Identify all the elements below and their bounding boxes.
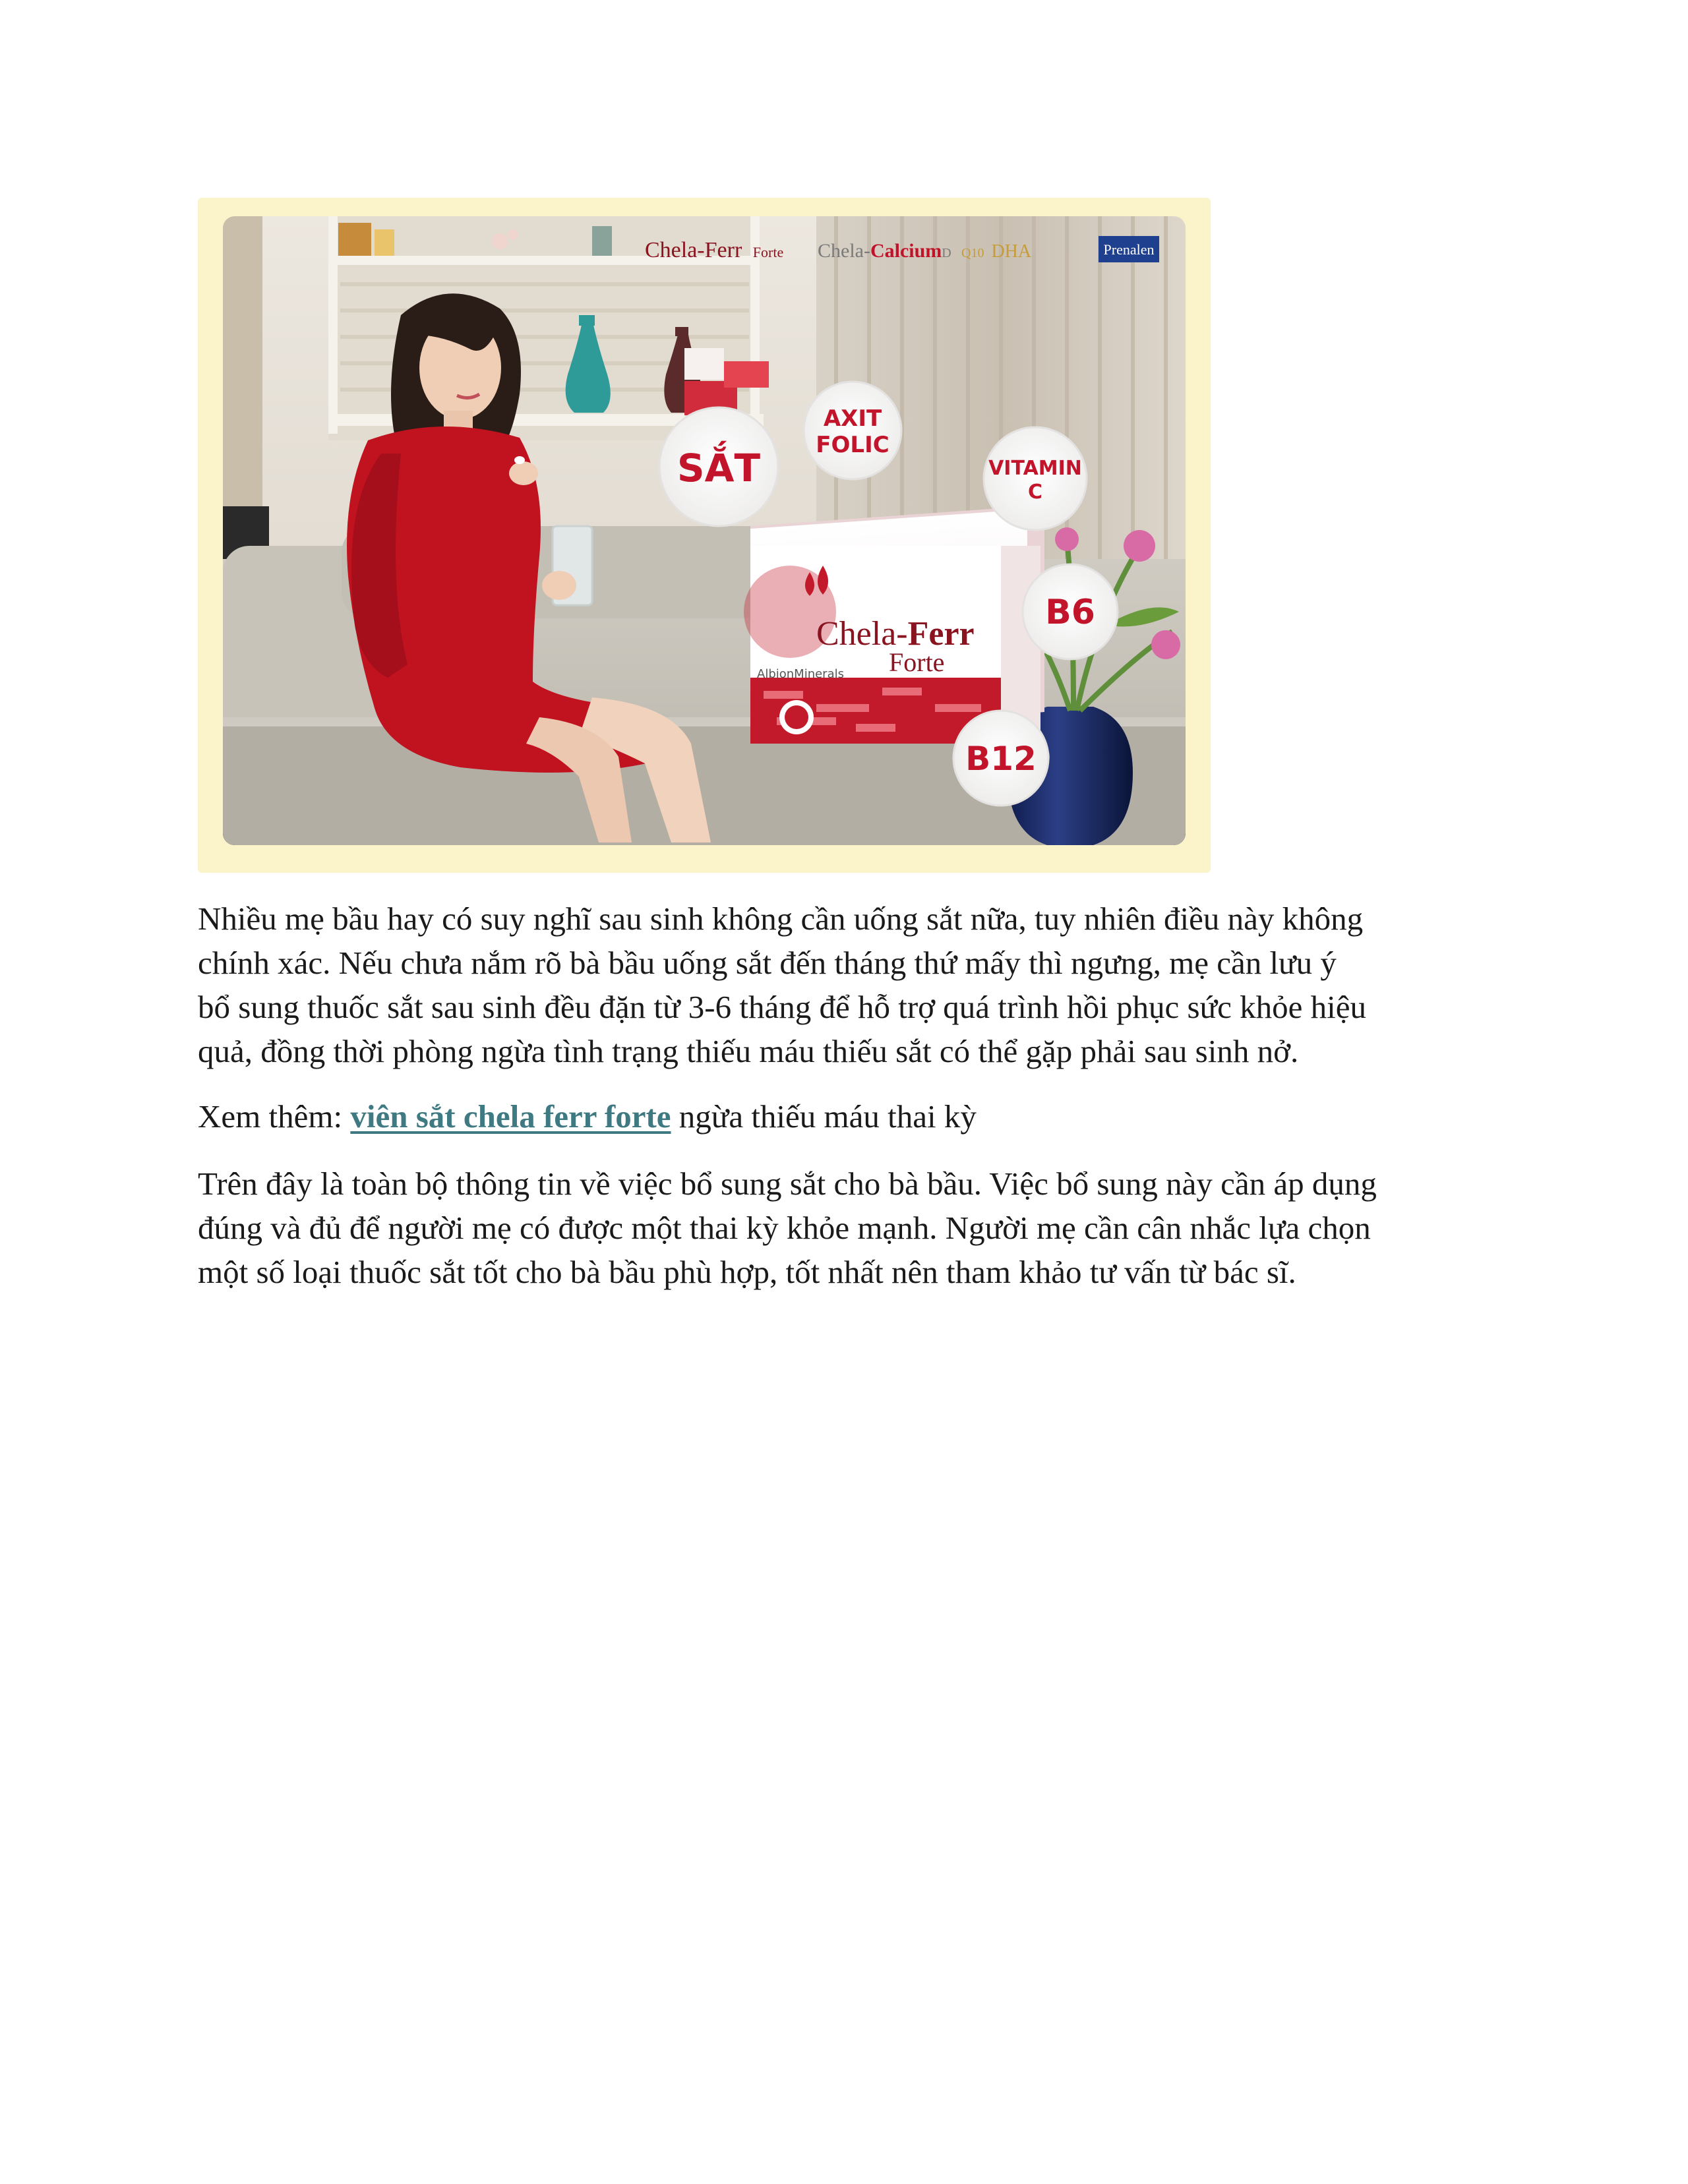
product-box bbox=[744, 506, 1044, 744]
see-more-text bbox=[198, 1094, 1490, 1138]
badge-b12 bbox=[953, 711, 1048, 806]
badge-sat bbox=[659, 407, 778, 526]
svg-text:C: C bbox=[1027, 481, 1043, 504]
brand-prenalen: Prenalen bbox=[1103, 241, 1155, 258]
svg-text:B12: B12 bbox=[965, 740, 1037, 778]
paragraph-line: chính xác. Nếu chưa nắm rõ bà bầu uống sắt đến tháng thứ mấy thì ngưng, mẹ cần lưu ý bbox=[198, 945, 1337, 981]
product-photo-frame bbox=[198, 198, 1211, 873]
paragraph-line: Trên đây là toàn bộ thông tin về việc bổ sung sắt cho bà bầu. Việc bổ sung này cần áp dụng bbox=[198, 1166, 1377, 1202]
see-more-prefix: Xem thêm: bbox=[198, 1098, 351, 1135]
product-link[interactable]: viên sắt chela ferr forte bbox=[350, 1098, 671, 1135]
brand-chela-ferr: Chela-Ferr Forte bbox=[645, 238, 784, 262]
paragraph-postpartum-iron bbox=[198, 897, 1490, 1073]
paragraph-conclusion bbox=[198, 1162, 1490, 1294]
product-photo bbox=[223, 216, 1186, 845]
product-box-maker: AlbionMinerals bbox=[757, 667, 844, 681]
badge-b6 bbox=[1023, 564, 1118, 659]
svg-text:SẮT: SẮT bbox=[677, 446, 761, 490]
badge-axit-folic bbox=[804, 382, 901, 479]
svg-text:B6: B6 bbox=[1045, 593, 1095, 632]
svg-text:VITAMIN: VITAMIN bbox=[988, 457, 1082, 480]
brand-chela-calcium: Chela-CalciumD bbox=[818, 240, 951, 262]
svg-text:AXIT: AXIT bbox=[823, 405, 882, 432]
product-box-name-line2: Forte bbox=[889, 647, 945, 677]
see-more-line bbox=[198, 1094, 1490, 1138]
paragraph-line: bổ sung thuốc sắt sau sinh đều đặn từ 3-6 tháng để hỗ trợ quá trình hồi phục sức khỏe hiệu bbox=[198, 989, 1366, 1025]
see-more-suffix: ngừa thiếu máu thai kỳ bbox=[671, 1098, 977, 1135]
svg-text:FOLIC: FOLIC bbox=[816, 432, 889, 458]
brand-dha: Q10 DHA bbox=[961, 241, 1032, 262]
product-box-name: Chela-Ferr bbox=[816, 615, 975, 653]
paragraph-line: quả, đồng thời phòng ngừa tình trạng thiếu máu thiếu sắt có thể gặp phải sau sinh nở. bbox=[198, 1033, 1299, 1069]
paragraph-line: đúng và đủ để người mẹ có được một thai kỳ khỏe mạnh. Người mẹ cần cân nhắc lựa chọn bbox=[198, 1210, 1371, 1246]
paragraph-line: Nhiều mẹ bầu hay có suy nghĩ sau sinh không cần uống sắt nữa, tuy nhiên điều này không bbox=[198, 900, 1364, 937]
paragraph-line: một số loại thuốc sắt tốt cho bà bầu phù hợp, tốt nhất nên tham khảo tư vấn từ bác sĩ. bbox=[198, 1254, 1296, 1290]
badge-vitamin-c bbox=[984, 427, 1087, 530]
